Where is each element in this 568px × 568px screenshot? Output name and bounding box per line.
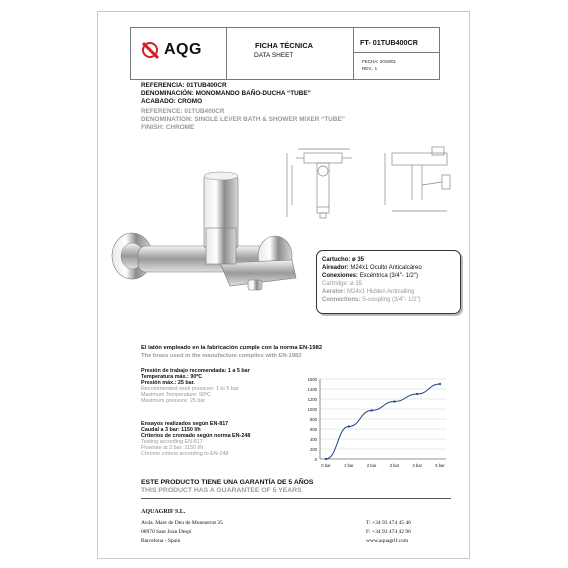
- x-tick-label: 1 bar: [344, 463, 354, 468]
- x-tick-label: 5 bar: [435, 463, 445, 468]
- denom-en: DENOMINATION: SINGLE LEVER BATH & SHOWER MIXER “TUBE”: [141, 116, 345, 123]
- header-date: FECHA: 2019/01: [362, 59, 397, 64]
- guarantee-en: THIS PRODUCT HAS A GUARANTEE OF 5 YEARS: [141, 487, 302, 494]
- x-tick-label: 3 bar: [389, 463, 400, 468]
- data-point: [416, 393, 418, 395]
- ref-es: REFERENCIA: 01TUB400CR: [141, 82, 227, 89]
- phone: T: +34 93 474 45 46: [366, 520, 411, 526]
- fax: F: +34 93 474 42 96: [366, 529, 411, 535]
- y-tick-label: 800: [310, 417, 317, 422]
- data-point: [439, 383, 441, 385]
- spec-line: Conexiones: Excéntrica (3/4"- 1/2"): [322, 273, 418, 279]
- x-tick-label: 2 bar: [366, 463, 377, 468]
- footer-rule: [141, 498, 451, 499]
- guarantee-es: ESTE PRODUCTO TIENE UNA GARANTÍA DE 5 AÑOS: [141, 479, 314, 486]
- y-tick-label: 1600: [307, 377, 317, 382]
- y-tick-label: 1400: [307, 387, 317, 392]
- flow-line: [326, 384, 440, 459]
- product-image: [110, 168, 310, 303]
- tests-block: Ensayos realizados según EN-817 Caudal a 3 bar: 1150 l/h Criterios de cromado según norma EN-248 Testing according EN-817 Flowrate at 3 bar: 1150 l/h Chrome criteria according to EN-248: [141, 421, 251, 457]
- spec-line: Cartridge: ø 35: [322, 281, 363, 287]
- company-name: AQUAGRIF S.L.: [141, 509, 186, 515]
- y-tick-label: 0: [314, 457, 317, 462]
- address-line: Avda. Mare de Deu de Montserrat 35: [141, 520, 223, 526]
- website: www.aquagrif.com: [366, 538, 409, 544]
- finish-es: ACABADO: CROMO: [141, 98, 203, 105]
- data-point: [393, 400, 395, 402]
- header-rev: REV.: 1: [362, 66, 378, 71]
- brass-en: The brass used in the manufacture complies with EN-1982: [141, 353, 302, 359]
- y-tick-label: 1000: [307, 407, 317, 412]
- x-tick-label: 0 bar: [321, 463, 331, 468]
- address-line: 08970 Sant Joan Despí: [141, 529, 192, 535]
- denom-es: DENOMINACIÓN: MONOMANDO BAÑO-DUCHA “TUBE”: [141, 90, 311, 97]
- y-tick-label: 1200: [307, 397, 317, 402]
- pressure-block: Presión de trabajo recomendada: 1 a 5 bar Temperatura máx.: 90ºC Presión máx.: 25 bar. Recommended work pressure: 1 to 5 bar Maximum Temperature: 90ºC Maximum pressure: 25 bar: [141, 368, 250, 404]
- header-subtitle: DATA SHEET: [254, 52, 294, 59]
- spec-line: Aerator: M24x1 Hidden Anticalling: [322, 289, 415, 295]
- data-point: [371, 409, 373, 411]
- brass-es: El latón empleado en la fabricación cumple con la norma EN-1982: [141, 345, 323, 351]
- aqg-logo: AQG: [138, 40, 218, 62]
- data-point: [325, 458, 327, 460]
- y-tick-label: 200: [310, 447, 317, 452]
- ref-en: REFERENCE: 01TUB400CR: [141, 108, 225, 115]
- specs-box: [316, 250, 461, 314]
- header-title: FICHA TÉCNICA: [255, 41, 314, 50]
- flow-chart: [296, 375, 452, 471]
- y-tick-label: 600: [310, 427, 317, 432]
- header-ref: FT- 01TUB400CR: [360, 38, 418, 47]
- finish-en: FINISH: CHROME: [141, 124, 195, 131]
- spec-line: Aireador: M24x1 Oculto Anticalcáreo: [322, 265, 422, 271]
- spec-line: Cartucho: ø 35: [322, 257, 365, 263]
- address-line: Barcelona - Spain: [141, 538, 181, 544]
- y-tick-label: 400: [310, 437, 317, 442]
- spec-line: Connections: S-coupling (3/4"- 1/2"): [322, 297, 421, 303]
- x-tick-label: 4 bar: [412, 463, 422, 468]
- data-point: [348, 425, 350, 427]
